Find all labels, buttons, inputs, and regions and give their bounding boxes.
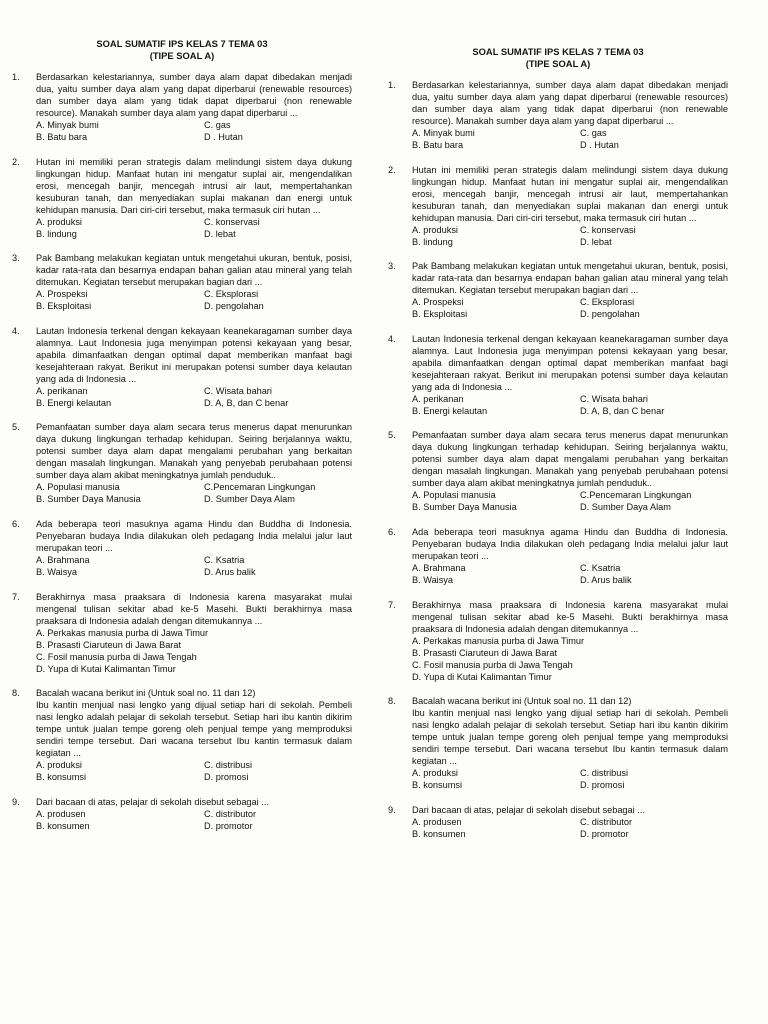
- question-spacer: [388, 248, 728, 261]
- answer-option: C. Eksplorasi: [580, 297, 635, 308]
- question-item: [12, 252, 352, 312]
- question-text: Pak Bambang melakukan kegiatan untuk mengetahui ukuran, bentuk, posisi, kadar rata-rata dan besarnya endapan bahan galian atau mineral yang telah ditemukan. Kegiatan tersebut merupakan bagian dari ...: [36, 253, 352, 288]
- answer-option: A. perikanan: [36, 385, 88, 396]
- question-item: [388, 695, 728, 791]
- answer-option: D. Arus balik: [580, 574, 632, 585]
- question-number: 7.: [12, 591, 20, 602]
- question-number: 8.: [12, 688, 20, 699]
- answer-option: D. A, B, dan C benar: [204, 397, 289, 408]
- question-number: 9.: [388, 804, 396, 815]
- answer-option: A. perikanan: [412, 393, 464, 404]
- page-title: SOAL SUMATIF IPS KELAS 7 TEMA 03: [96, 38, 268, 49]
- question-spacer: [12, 143, 352, 156]
- answer-options: [36, 759, 352, 783]
- question-item: [12, 325, 352, 409]
- answer-option: C.Pencemaran Lingkungan: [204, 482, 316, 493]
- question-text: Bacalah wacana berikut ini (Untuk soal no. 11 dan 12): [36, 688, 256, 699]
- answer-option: A. produsen: [412, 816, 462, 827]
- answer-option: B. Batu bara: [412, 140, 464, 150]
- question-number: 2.: [12, 156, 20, 167]
- left-column: [12, 38, 352, 832]
- question-item: [12, 591, 352, 675]
- answer-option: B. lindung: [36, 228, 77, 239]
- question-spacer: [388, 320, 728, 333]
- answer-options: [412, 816, 728, 840]
- answer-option: A. produksi: [412, 224, 458, 235]
- answer-option: C.Pencemaran Lingkungan: [580, 490, 692, 501]
- question-text: Berakhirnya masa praaksara di Indonesia karena masyarakat mulai mengenal tulisan sekitar abad ke-5 Masehi. Bukti berakhirnya masa praaksara di Indonesia adalah dengan ditemukannya ...: [412, 599, 728, 634]
- question-spacer: [12, 505, 352, 518]
- answer-option: B. Prasasti Ciaruteun di Jawa Barat: [36, 639, 182, 650]
- question-spacer: [12, 409, 352, 422]
- answer-option: C. Fosil manusia purba di Jawa Tengah: [412, 659, 573, 670]
- question-number: 4.: [12, 325, 20, 336]
- question-number: 4.: [388, 333, 396, 344]
- question-item: [388, 164, 728, 248]
- answer-option: C. Wisata bahari: [580, 393, 648, 404]
- question-number: 7.: [388, 599, 396, 610]
- answer-option: A. Perkakas manusia purba di Jawa Timur: [36, 627, 209, 638]
- answer-option: A. Brahmana: [36, 554, 90, 565]
- question-number: 2.: [388, 164, 396, 175]
- answer-option: B. konsumsi: [412, 780, 463, 791]
- answer-options: [412, 224, 728, 248]
- question-item: [12, 796, 352, 832]
- answer-options: [412, 127, 728, 151]
- question-spacer: [12, 675, 352, 688]
- answer-option: D. promosi: [580, 780, 625, 791]
- question-text: Pemanfaatan sumber daya alam secara terus menerus dapat menurunkan daya dukung lingkungan terhadap kehidupan. Seiring berjalannya waktu, potensi sumber daya alam dapat mengalami perubahan yang berkaitan dengan masalah lingkungan. Manakah yang penyebab perubahaan potensi sumber daya alam akibat meningkatnya jumlah penduduk..: [36, 422, 352, 481]
- question-text: Lautan Indonesia terkenal dengan kekayaan keanekaragaman sumber daya alamnya. Laut Indonesia juga menyimpan potensi kekayaan yang besar, apabila dimanfaatkan dengan optimal dapat memberikan manfaat bagi kesejahteraan rakyat. Berikut ini merupakan potensi sumber daya kelautan yang ada di Indonesia ...: [412, 333, 728, 392]
- answer-options: [36, 119, 352, 143]
- answer-option: C. distributor: [580, 816, 633, 827]
- answer-options: [36, 481, 352, 505]
- answer-option: D. Yupa di Kutai Kalimantan Timur: [412, 671, 552, 682]
- question-number: 9.: [12, 796, 20, 807]
- answer-option: B. konsumen: [36, 820, 90, 831]
- answer-option: A. Prospeksi: [36, 289, 88, 300]
- answer-option: D. Yupa di Kutai Kalimantan Timur: [36, 663, 176, 674]
- answer-option: B. Sumber Daya Manusia: [412, 502, 517, 513]
- question-text: Bacalah wacana berikut ini (Untuk soal no. 11 dan 12): [412, 696, 632, 707]
- answer-option: C. Fosil manusia purba di Jawa Tengah: [36, 651, 197, 662]
- question-spacer: [388, 151, 728, 164]
- answer-option: B. Energi kelautan: [36, 397, 112, 408]
- answer-option: D. promotor: [204, 820, 253, 831]
- question-number: 1.: [12, 72, 20, 82]
- question-number: 5.: [12, 422, 20, 433]
- answer-option: D. Arus balik: [204, 566, 256, 577]
- question-number: 3.: [388, 261, 396, 272]
- question-text: Hutan ini memiliki peran strategis dalam melindungi sistem daya dukung lingkungan hidup. Manfaat hutan ini mengatur suplai air, mengendalikan erosi, mencegah banjir, mencegah intrusi air laut, mempertahankan kesuburan tanah, dan menyediakan suplai makanan dan energi untuk kehidupan manusia. Dari ciri-ciri tersebut, maka termasuk ciri hutan ...: [36, 156, 352, 215]
- answer-option: A. Populasi manusia: [36, 482, 120, 493]
- question-text: Ada beberapa teori masuknya agama Hindu dan Buddha di Indonesia. Penyebaran budaya India dilakukan oleh pedagang India melalui jalur laut merupakan teori ...: [412, 526, 728, 561]
- answer-option: B. Batu bara: [36, 132, 88, 142]
- question-text: Pak Bambang melakukan kegiatan untuk mengetahui ukuran, bentuk, posisi, kadar rata-rata dan besarnya endapan bahan galian atau mineral yang telah ditemukan. Kegiatan tersebut merupakan bagian dari ...: [412, 261, 728, 296]
- question-spacer: [388, 791, 728, 804]
- question-number: 6.: [12, 518, 20, 529]
- answer-options: [36, 808, 352, 832]
- question-number: 8.: [388, 696, 396, 707]
- answer-option: D. pengolahan: [204, 301, 264, 312]
- answer-option: B. Prasasti Ciaruteun di Jawa Barat: [412, 647, 558, 658]
- question-text: Dari bacaan di atas, pelajar di sekolah disebut sebagai ...: [36, 796, 269, 807]
- answer-option: A. produksi: [36, 760, 82, 771]
- answer-option: D. lebat: [204, 228, 236, 239]
- question-spacer: [388, 683, 728, 696]
- answer-option: A. Prospeksi: [412, 297, 464, 308]
- question-text: Berdasarkan kelestariannya, sumber daya alam dapat dibedakan menjadi dua, yaitu sumber daya alam yang dapat diperbarui (renewable resources) dan sumber daya alam yang tidak dapat diperbarui (non renewable resource). Manakah sumber daya alam yang dapat diperbarui ...: [412, 80, 728, 126]
- answer-option: D. promosi: [204, 772, 249, 783]
- answer-option: B. Waisya: [36, 566, 78, 577]
- answer-option: B. lindung: [412, 236, 453, 247]
- question-number: 5.: [388, 430, 396, 441]
- question-spacer: [12, 312, 352, 325]
- question-spacer: [12, 578, 352, 591]
- page-title: SOAL SUMATIF IPS KELAS 7 TEMA 03: [472, 46, 644, 57]
- answer-option: A. Minyak bumi: [36, 120, 99, 130]
- answer-option: B. Sumber Daya Manusia: [36, 494, 141, 505]
- answer-option: B. Energi kelautan: [412, 405, 488, 416]
- answer-option: B. Eksploitasi: [412, 309, 468, 320]
- question-item: [388, 599, 728, 683]
- answer-option: D . Hutan: [580, 140, 619, 150]
- answer-option: C. Wisata bahari: [204, 385, 272, 396]
- answer-option: A. Brahmana: [412, 562, 466, 573]
- answer-option: A. Populasi manusia: [412, 490, 496, 501]
- header-block: [12, 38, 352, 62]
- answer-options: [36, 385, 352, 409]
- question-number: 1.: [388, 80, 396, 90]
- answer-option: A. Minyak bumi: [412, 128, 475, 138]
- answer-option: C. gas: [204, 120, 231, 130]
- question-item: [388, 429, 728, 513]
- question-text: Dari bacaan di atas, pelajar di sekolah disebut sebagai ...: [412, 804, 645, 815]
- question-item: [388, 79, 728, 151]
- question-text: Pemanfaatan sumber daya alam secara terus menerus dapat menurunkan daya dukung lingkungan terhadap kehidupan. Seiring berjalannya waktu, potensi sumber daya alam dapat mengalami perubahan yang berkaitan dengan masalah lingkungan. Manakah yang penyebab perubahaan potensi sumber daya alam akibat meningkatnya jumlah penduduk..: [412, 430, 728, 489]
- question-item: [12, 518, 352, 578]
- answer-option: D. pengolahan: [580, 309, 640, 320]
- answer-option: C. distributor: [204, 808, 257, 819]
- page-subtitle: (TIPE SOAL A): [525, 58, 591, 69]
- answer-option: C. distribusi: [204, 760, 252, 771]
- question-number: 3.: [12, 253, 20, 264]
- question-number: 6.: [388, 526, 396, 537]
- answer-list: [412, 635, 728, 683]
- question-spacer: [12, 240, 352, 253]
- header-block: [388, 46, 728, 70]
- question-item: [388, 526, 728, 586]
- answer-option: B. konsumen: [412, 828, 466, 839]
- answer-option: A. produksi: [412, 768, 458, 779]
- question-item: [388, 804, 728, 840]
- question-item: [388, 260, 728, 320]
- answer-option: C. gas: [580, 128, 607, 138]
- question-text: Berdasarkan kelestariannya, sumber daya alam dapat dibedakan menjadi dua, yaitu sumber daya alam yang dapat diperbarui (renewable resources) dan sumber daya alam yang tidak dapat diperbarui (non renewable resource). Manakah sumber daya alam yang dapat diperbarui ...: [36, 72, 352, 118]
- answer-option: A. Perkakas manusia purba di Jawa Timur: [412, 635, 585, 646]
- question-item: [388, 333, 728, 417]
- answer-option: B. Eksploitasi: [36, 301, 92, 312]
- answer-option: D . Hutan: [204, 132, 243, 142]
- answer-option: A. produsen: [36, 808, 86, 819]
- answer-options: [412, 393, 728, 417]
- answer-options: [412, 489, 728, 513]
- answer-option: C. konservasi: [204, 216, 260, 227]
- question-item: [12, 156, 352, 240]
- answer-list: [36, 627, 352, 675]
- question-spacer: [388, 513, 728, 526]
- answer-option: A. produksi: [36, 216, 82, 227]
- question-passage: Ibu kantin menjual nasi lengko yang dijual setiap hari di sekolah. Pembeli nasi lengko adalah pelajar di sekolah tersebut. Setiap hari ibu kantin dikirim tempe untuk jualan tempe goreng oleh penjual tempe yang memproduksi sendiri tempe tersebut. Dari wacana tersebut Ibu kantin termasuk dalam kegiatan ...: [36, 700, 352, 759]
- answer-option: D. A, B, dan C benar: [580, 405, 665, 416]
- question-passage: Ibu kantin menjual nasi lengko yang dijual setiap hari di sekolah. Pembeli nasi lengko adalah pelajar di sekolah tersebut. Setiap hari ibu kantin dikirim tempe untuk jualan tempe goreng oleh penjual tempe yang memproduksi sendiri tempe tersebut. Dari wacana tersebut Ibu kantin termasuk dalam kegiatan ...: [412, 708, 728, 767]
- page-subtitle: (TIPE SOAL A): [149, 50, 215, 61]
- question-spacer: [388, 417, 728, 430]
- question-text: Hutan ini memiliki peran strategis dalam melindungi sistem daya dukung lingkungan hidup. Manfaat hutan ini mengatur suplai air, mengendalikan erosi, mencegah banjir, mencegah intrusi air laut, mempertahankan kesuburan tanah, dan menyediakan suplai makanan dan energi untuk kehidupan manusia. Dari ciri-ciri tersebut, maka termasuk ciri hutan ...: [412, 164, 728, 223]
- answer-option: D. lebat: [580, 236, 612, 247]
- answer-options: [412, 296, 728, 320]
- right-column: [388, 46, 728, 840]
- answer-options: [412, 767, 728, 791]
- question-text: Ada beberapa teori masuknya agama Hindu dan Buddha di Indonesia. Penyebaran budaya India dilakukan oleh pedagang India melalui jalur laut merupakan teori ...: [36, 518, 352, 553]
- answer-options: [36, 554, 352, 578]
- question-item: [12, 71, 352, 143]
- question-spacer: [388, 586, 728, 599]
- question-item: [12, 687, 352, 783]
- answer-options: [412, 562, 728, 586]
- answer-option: D. Sumber Daya Alam: [204, 494, 295, 505]
- answer-option: C. konservasi: [580, 224, 636, 235]
- answer-options: [36, 216, 352, 240]
- question-text: Lautan Indonesia terkenal dengan kekayaan keanekaragaman sumber daya alamnya. Laut Indonesia juga menyimpan potensi kekayaan yang besar, apabila dimanfaatkan dengan optimal dapat memberikan manfaat bagi kesejahteraan rakyat. Berikut ini merupakan potensi sumber daya kelautan yang ada di Indonesia ...: [36, 325, 352, 384]
- answer-option: C. Ksatria: [204, 554, 245, 565]
- answer-option: D. promotor: [580, 828, 629, 839]
- answer-option: B. konsumsi: [36, 772, 87, 783]
- question-text: Berakhirnya masa praaksara di Indonesia karena masyarakat mulai mengenal tulisan sekitar abad ke-5 Masehi. Bukti berakhirnya masa praaksara di Indonesia adalah dengan ditemukannya ...: [36, 591, 352, 626]
- answer-option: B. Waisya: [412, 574, 454, 585]
- question-item: [12, 421, 352, 505]
- answer-options: [36, 288, 352, 312]
- answer-option: D. Sumber Daya Alam: [580, 502, 671, 513]
- question-spacer: [12, 783, 352, 796]
- answer-option: C. Ksatria: [580, 562, 621, 573]
- answer-option: C. distribusi: [580, 768, 628, 779]
- answer-option: C. Eksplorasi: [204, 289, 259, 300]
